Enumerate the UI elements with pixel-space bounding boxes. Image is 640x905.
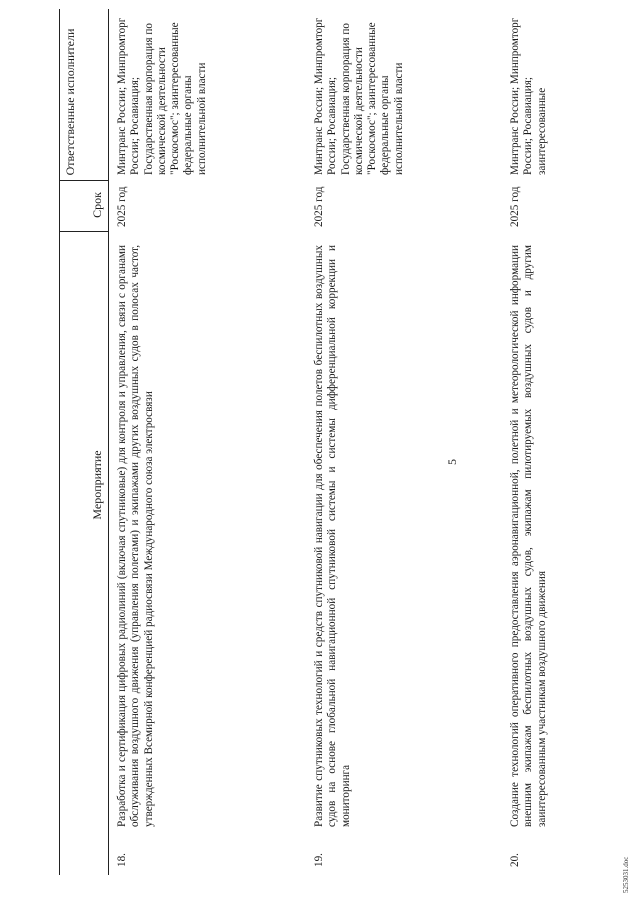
page-number: 5 (445, 459, 459, 465)
table-header-rule (108, 9, 109, 875)
row-event: Разработка и сертификация цифровых радиолиний (включая спутниковые) для контроля и управления, связи с органами обслуживания воздушного движения (управления полетами) и экипажами других воздушных судов в полосах частот, утвержденных Всемирной конференцией радиосвязи Международного союза электросвязи (116, 245, 155, 827)
row-number: 20. (509, 853, 521, 867)
row-term: 2025 год (313, 186, 325, 227)
column-divider-term (59, 231, 109, 232)
row-responsible: Минтранс России; Минпромторг России; Росавиация; Государственная корпорация по космической деятельности "Роскосмос"; заинтересованные федеральные органы исполнительной власти (116, 17, 208, 175)
row-responsible: Минтранс России; Минпромторг России; Росавиация; Государственная корпорация по космической деятельности "Роскосмос"; заинтересованные федеральные органы исполнительной власти (313, 17, 405, 175)
row-number: 18. (116, 853, 128, 867)
header-term: Срок (90, 192, 104, 218)
table-top-rule (59, 9, 60, 875)
header-responsible: Ответственные исполнители (63, 28, 77, 176)
row-event: Развитие спутниковых технологий и средств спутниковой навигации для обеспечения полетов беспилотных воздушных судов на основе глобальной навигационной спутниковой системы и системы дифференциальной коррекции и мониторинга (313, 245, 352, 827)
row-responsible: Минтранс России; Минпромторг России; Росавиация; заинтересованные (509, 17, 548, 175)
row-number: 19. (313, 853, 325, 867)
document-footer-code: 5253031.doc (622, 856, 630, 893)
header-event: Мероприятие (90, 450, 104, 520)
row-term: 2025 год (509, 186, 521, 227)
row-term: 2025 год (116, 186, 128, 227)
column-divider-responsible (59, 180, 109, 181)
row-event: Создание технологий оперативного предоставления аэронавигационной, полетной и метеорологической информации внешним экипажам беспилотных воздушных судов, экипажам пилотируемых воздушных судов и другим заинтересованным участникам воздушного движения (509, 245, 548, 827)
